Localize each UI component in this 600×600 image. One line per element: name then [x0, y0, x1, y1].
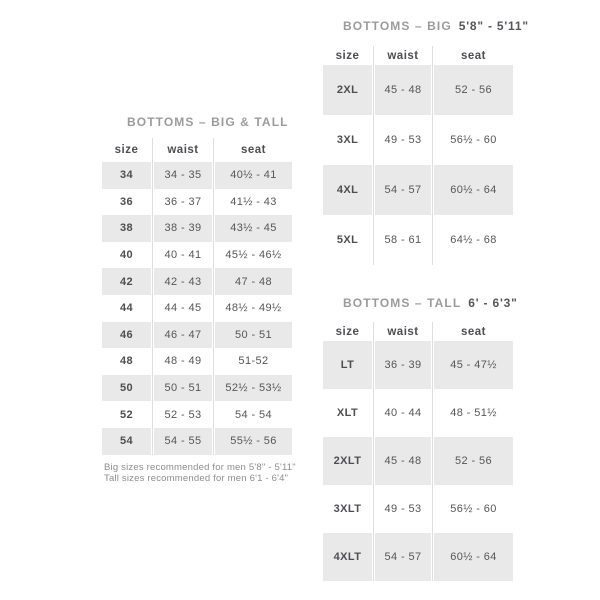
seat-cell: 40½ - 41: [215, 162, 292, 189]
seat-cell: 47 - 48: [215, 268, 292, 295]
table-row: [323, 533, 513, 581]
size-column-header: size: [335, 325, 360, 338]
seat-cell: 50 - 51: [215, 322, 292, 349]
tall-title-range: 6' - 6'3": [468, 296, 518, 310]
size-cell: 4XLT: [323, 533, 372, 581]
waist-column-header: waist: [387, 325, 419, 338]
big-and-tall-title: [127, 115, 292, 129]
table-row: [102, 242, 292, 269]
seat-cell: 52 - 56: [434, 437, 513, 485]
seat-column-header: seat: [460, 325, 487, 338]
size-cell: 52: [119, 408, 134, 421]
table-row: [323, 341, 513, 389]
big-title-label: BOTTOMS – BIG: [343, 19, 452, 33]
size-cell: 34: [102, 162, 151, 189]
seat-cell: 60½ - 64: [434, 165, 513, 215]
size-cell: 36: [119, 195, 134, 208]
size-cell: 3XLT: [333, 503, 362, 515]
table-row: [323, 165, 513, 215]
big-and-tall-section: [102, 115, 292, 455]
table-row: [323, 115, 513, 165]
seat-cell: 45 - 47½: [434, 341, 513, 389]
table-row: [102, 322, 292, 349]
big-and-tall-rows: [102, 162, 292, 455]
big-title-range: 5'8" - 5'11": [458, 19, 529, 33]
size-cell: 40: [119, 249, 134, 262]
table-row: [323, 389, 513, 437]
waist-column-header: waist: [167, 144, 199, 156]
size-cell: 48: [119, 355, 134, 368]
big-section: [323, 19, 529, 265]
seat-cell: 45½ - 46½: [225, 249, 282, 262]
waist-cell: 54 - 55: [154, 428, 212, 455]
table-row: [102, 189, 292, 216]
big-footnote: Big sizes recommended for men 5'8" - 5'11": [104, 462, 296, 473]
table-header-row: [323, 46, 513, 65]
table-header-row: [102, 138, 292, 162]
table-row: [102, 295, 292, 322]
waist-cell: 45 - 48: [375, 65, 431, 115]
table-row: [102, 401, 292, 428]
waist-cell: 54 - 57: [375, 533, 431, 581]
table-row: [102, 162, 292, 189]
size-column-header: size: [114, 144, 139, 156]
size-cell: LT: [323, 341, 372, 389]
seat-cell: 54 - 54: [234, 408, 273, 421]
seat-cell: 43½ - 45: [215, 215, 292, 242]
waist-cell: 45 - 48: [375, 437, 431, 485]
seat-column-header: seat: [240, 144, 267, 156]
waist-cell: 46 - 47: [154, 322, 212, 349]
waist-cell: 49 - 53: [384, 134, 422, 146]
size-cell: 5XL: [336, 234, 359, 246]
table-row: [102, 268, 292, 295]
size-cell: 2XLT: [323, 437, 372, 485]
big-title: [343, 19, 529, 33]
table-row: [102, 375, 292, 402]
size-cell: 38: [102, 215, 151, 242]
table-row: [102, 428, 292, 455]
size-column-header: size: [335, 49, 360, 62]
seat-cell: 64½ - 68: [450, 234, 497, 246]
table-row: [102, 215, 292, 242]
tall-footnote: Tall sizes recommended for men 6'1 - 6'4": [104, 473, 289, 484]
waist-cell: 48 - 49: [164, 355, 202, 368]
big-and-tall-title-label: BOTTOMS – BIG & TALL: [127, 115, 289, 129]
size-cell: 3XL: [336, 134, 359, 146]
size-cell: 46: [102, 322, 151, 349]
tall-table: [323, 322, 513, 581]
waist-cell: 42 - 43: [154, 268, 212, 295]
waist-cell: 38 - 39: [154, 215, 212, 242]
seat-cell: 48 - 51½: [450, 407, 497, 419]
waist-cell: 40 - 44: [384, 407, 422, 419]
waist-cell: 54 - 57: [375, 165, 431, 215]
waist-cell: 36 - 37: [164, 195, 202, 208]
waist-cell: 50 - 51: [154, 375, 212, 402]
waist-cell: 52 - 53: [164, 408, 202, 421]
size-cell: 54: [102, 428, 151, 455]
waist-cell: 49 - 53: [384, 503, 422, 515]
waist-cell: 58 - 61: [384, 234, 422, 246]
big-and-tall-table: [102, 138, 292, 455]
seat-cell: 41½ - 43: [230, 195, 277, 208]
size-cell: 2XL: [323, 65, 372, 115]
seat-cell: 48½ - 49½: [225, 302, 282, 315]
tall-title: [343, 296, 518, 310]
seat-cell: 55½ - 56: [215, 428, 292, 455]
seat-cell: 56½ - 60: [450, 503, 497, 515]
seat-cell: 56½ - 60: [450, 134, 497, 146]
waist-cell: 40 - 41: [164, 249, 202, 262]
big-table: [323, 46, 513, 265]
tall-rows: [323, 341, 513, 581]
table-row: [323, 65, 513, 115]
seat-cell: 60½ - 64: [434, 533, 513, 581]
seat-column-header: seat: [460, 49, 487, 62]
tall-section: [323, 296, 518, 581]
table-row: [102, 348, 292, 375]
seat-cell: 52½ - 53½: [215, 375, 292, 402]
size-cell: 42: [102, 268, 151, 295]
table-row: [323, 437, 513, 485]
big-rows: [323, 65, 513, 265]
table-row: [323, 485, 513, 533]
table-row: [323, 215, 513, 265]
waist-column-header: waist: [387, 49, 419, 62]
size-cell: 50: [102, 375, 151, 402]
waist-cell: 44 - 45: [164, 302, 202, 315]
size-cell: XLT: [336, 407, 359, 419]
size-cell: 44: [119, 302, 134, 315]
waist-cell: 36 - 39: [375, 341, 431, 389]
seat-cell: 51-52: [238, 355, 269, 368]
footnotes: [104, 462, 296, 484]
seat-cell: 52 - 56: [434, 65, 513, 115]
table-header-row: [323, 322, 513, 341]
waist-cell: 34 - 35: [154, 162, 212, 189]
size-cell: 4XL: [323, 165, 372, 215]
tall-title-label: BOTTOMS – TALL: [343, 296, 462, 310]
